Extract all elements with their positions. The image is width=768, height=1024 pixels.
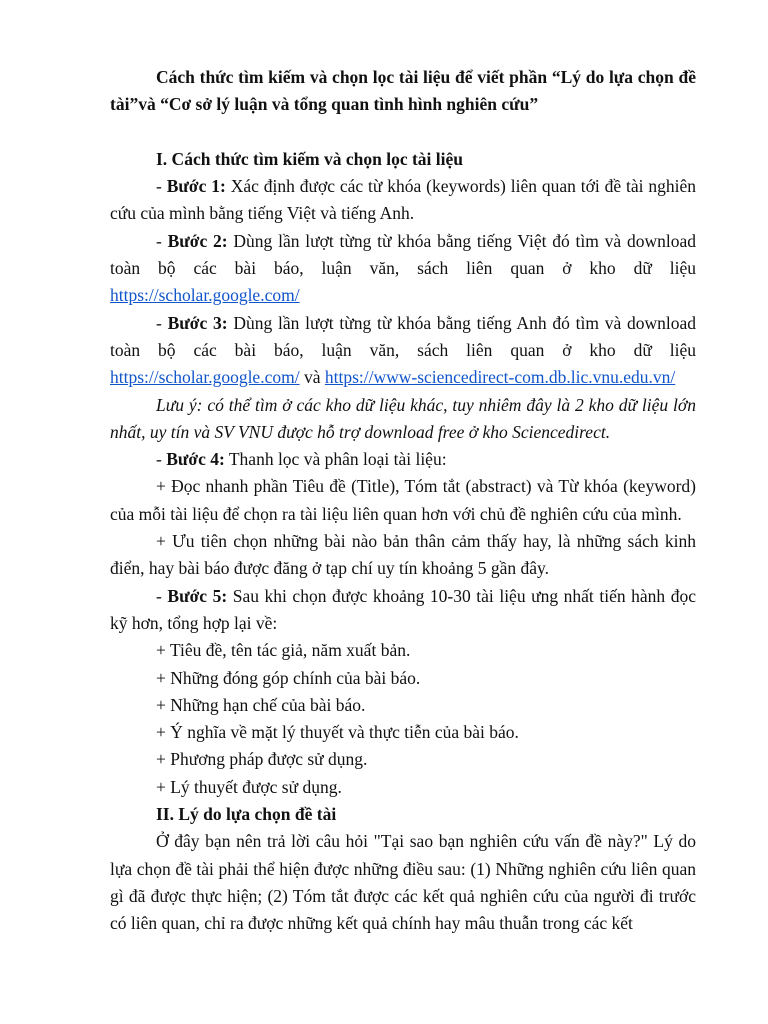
step-4-item: + Đọc nhanh phần Tiêu đề (Title), Tóm tắt (abstract) và Từ khóa (keyword) của mỗi tài liệu để chọn ra tài liệu liên quan hơn với chủ đề nghiên cứu của mình. [110,476,696,524]
step-1-prefix: - [156,176,167,197]
step-3-label: Bước 3: [167,312,228,333]
step-1-label: Bước 1: [166,176,226,197]
step-5-paragraph [110,583,696,638]
scholar-link-2[interactable]: https://scholar.google.com/ [110,367,300,388]
step-5-item: + Ý nghĩa về mặt lý thuyết và thực tiễn của bài báo. [156,722,519,743]
step-5-item: + Những đóng góp chính của bài báo. [156,667,421,688]
section-2-paragraph: Ở đây bạn nên trả lời câu hỏi "Tại sao bạn nghiên cứu vấn đề này?" Lý do lựa chọn đề tài phải thể hiện được những điều sau: (1) Những nghiên cứu liên quan gì đã được thực hiện; (2) Tóm tắt được các kết quả nghiên cứu của người đi trước có liên quan, chỉ ra được những kết quả chính hay mâu thuẫn trong các kết [110,831,696,934]
scholar-link[interactable]: https://scholar.google.com/ [110,285,300,306]
step-3-prefix: - [156,312,168,333]
step-1-text: Xác định được các từ khóa (keywords) liên quan tới đề tài nghiên cứu của mình bằng tiếng Việt và tiếng Anh. [110,176,697,224]
step-5-item: + Những hạn chế của bài báo. [156,694,366,715]
step-5-item: + Lý thuyết được sử dụng. [156,776,342,797]
step-5-item: + Phương pháp được sử dụng. [156,749,368,770]
step-2-paragraph [110,228,696,310]
step-5-text: Sau khi chọn được khoảng 10-30 tài liệu ưng nhất tiến hành đọc kỹ hơn, tổng hợp lại về: [110,585,696,633]
step-3-paragraph [110,310,696,392]
sciencedirect-link[interactable]: https://www-sciencedirect-com.db.lic.vnu.edu.vn/ [324,367,676,388]
step-4-label: Bước 4: [166,449,225,470]
step-5-label: Bước 5: [167,585,228,606]
step-4-prefix: - [156,449,167,470]
step-3-between: và [299,367,325,388]
blank-line [110,119,696,146]
step-1-paragraph [110,173,696,228]
note-paragraph: Lưu ý: có thể tìm ở các kho dữ liệu khác, tuy nhiêm đây là 2 kho dữ liệu lớn nhất, uy tín và SV VNU được hỗ trợ download free ở kho Sciencedirect. [110,394,696,442]
document-title: Cách thức tìm kiếm và chọn lọc tài liệu để viết phần “Lý do lựa chọn đề tài”và “Cơ sở lý luận và tổng quan tình hình nghiên cứu” [110,67,696,115]
step-4-item: + Ưu tiên chọn những bài nào bản thân cảm thấy hay, là những sách kinh điển, hay bài báo được đăng ở tạp chí uy tín khoảng 5 gần đây. [110,531,696,579]
step-2-text: Dùng lần lượt từng từ khóa bằng tiếng Việt đó tìm và download toàn bộ các bài báo, luận văn, sách liên quan ở kho dữ liệu [110,230,696,279]
step-2-label: Bước 2: [167,230,228,251]
section-1-heading: I. Cách thức tìm kiếm và chọn lọc tài liệu [156,148,464,169]
step-4-paragraph [110,446,696,473]
section-2-heading: II. Lý do lựa chọn đề tài [156,804,337,825]
step-4-text: Thanh lọc và phân loại tài liệu: [224,449,447,470]
step-3-text: Dùng lần lượt từng từ khóa bằng tiếng Anh đó tìm và download toàn bộ các bài báo, luận văn, sách liên quan ở kho dữ liệu [110,312,696,360]
step-5-prefix: - [156,585,168,606]
step-5-item: + Tiêu đề, tên tác giả, năm xuất bản. [156,640,411,661]
step-2-prefix: - [156,230,168,251]
